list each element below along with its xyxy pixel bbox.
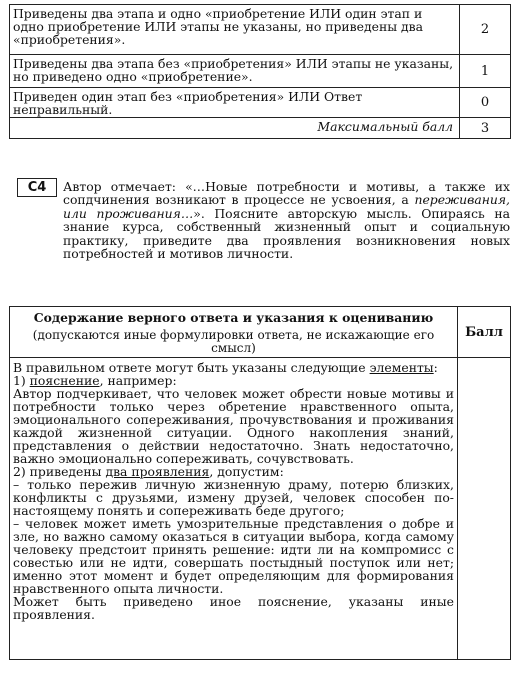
answer-closing: Может быть приведено иное пояснение, указаны иные проявления. <box>13 594 454 622</box>
point1-after: , например: <box>99 373 177 388</box>
intro-underlined: элементы <box>369 360 434 375</box>
answer-body <box>10 358 458 660</box>
point2-item: – только пережив личную жизненную драму, потерю близких, конфликты с друзьями, измену друзей, человек способен по-настоящему понять и сопереживать беде другого; <box>13 477 454 518</box>
intro-after: : <box>433 360 438 375</box>
question-text-part1: Автор отмечает: «…Новые потребности и мотивы, а также их сопдчинения возникают в процессе не усвоения, а <box>63 179 510 208</box>
criteria-score: 2 <box>460 5 511 55</box>
answer-header-title: Содержание верного ответа и указания к оцениванию <box>33 310 434 325</box>
point2-underlined: два проявления <box>105 464 210 479</box>
score-header: Балл <box>458 307 511 358</box>
criteria-text: Приведены два этапа без «приобретения» ИЛИ этапы не указаны, но приведено одно «приобретение». <box>10 55 460 88</box>
question-text-italic: переживания, или проживания… <box>63 192 510 221</box>
max-score-row <box>10 118 511 139</box>
intro-before: В правильном ответе могут быть указаны следующие <box>13 360 370 375</box>
answer-header <box>10 307 458 358</box>
criteria-score: 0 <box>460 88 511 118</box>
question-text <box>63 180 510 260</box>
criteria-text: Приведены два этапа и одно «приобретение ИЛИ один этап и одно приобретение ИЛИ этапы не указаны, но приведены два «приобретения». <box>10 5 460 55</box>
max-score-value: 3 <box>460 118 511 139</box>
criteria-row <box>10 55 511 88</box>
answer-header-note: (допускаются иные формулировки ответа, не искажающие его смысл) <box>32 328 435 355</box>
point2-after: , допустим: <box>209 464 284 479</box>
score-cell-empty <box>458 358 511 660</box>
point1-prefix: 1) <box>13 373 30 388</box>
criteria-score: 1 <box>460 55 511 88</box>
point2-prefix: 2) приведены <box>13 464 106 479</box>
answer-body-row <box>10 358 511 660</box>
criteria-table <box>9 4 511 139</box>
point1-text: Автор подчеркивает, что человек может обрести новые мотивы и потребности только через обретение нравственного опыта, эмоционального сопереживания, прочувствования и проживания каждой жизненной ситуации. Одного накопления знаний, представления о действии недостаточно. Знать недостаточно, важно эмоционально сопереживать, сочувствовать. <box>13 386 454 466</box>
criteria-row <box>10 88 511 118</box>
criteria-text: Приведен один этап без «приобретения» ИЛИ Ответ неправильный. <box>10 88 460 118</box>
criteria-row <box>10 5 511 55</box>
answer-table <box>9 306 511 660</box>
point2-item: – человек может иметь умозрительные представления о добре и зле, но важно самому оказаться в ситуации выбора, когда самому человеку предстоит принять решение: идти ли на компромисс с совестью или не идти, совершать постыдный поступок или нет; именно этот момент и будет определяющим для формирования нравственного опыта личности. <box>13 516 454 596</box>
max-score-label: Максимальный балл <box>10 118 460 139</box>
point1-underlined: пояснение <box>29 373 100 388</box>
answer-header-row <box>10 307 511 358</box>
question-text-part2: ». Поясните авторскую мысль. Опираясь на знание курса, собственный жизненный опыт и социальную практику, приведите два проявления возникновения новых потребностей и мотивов личности. <box>63 205 510 262</box>
question-label: С4 <box>17 178 57 197</box>
